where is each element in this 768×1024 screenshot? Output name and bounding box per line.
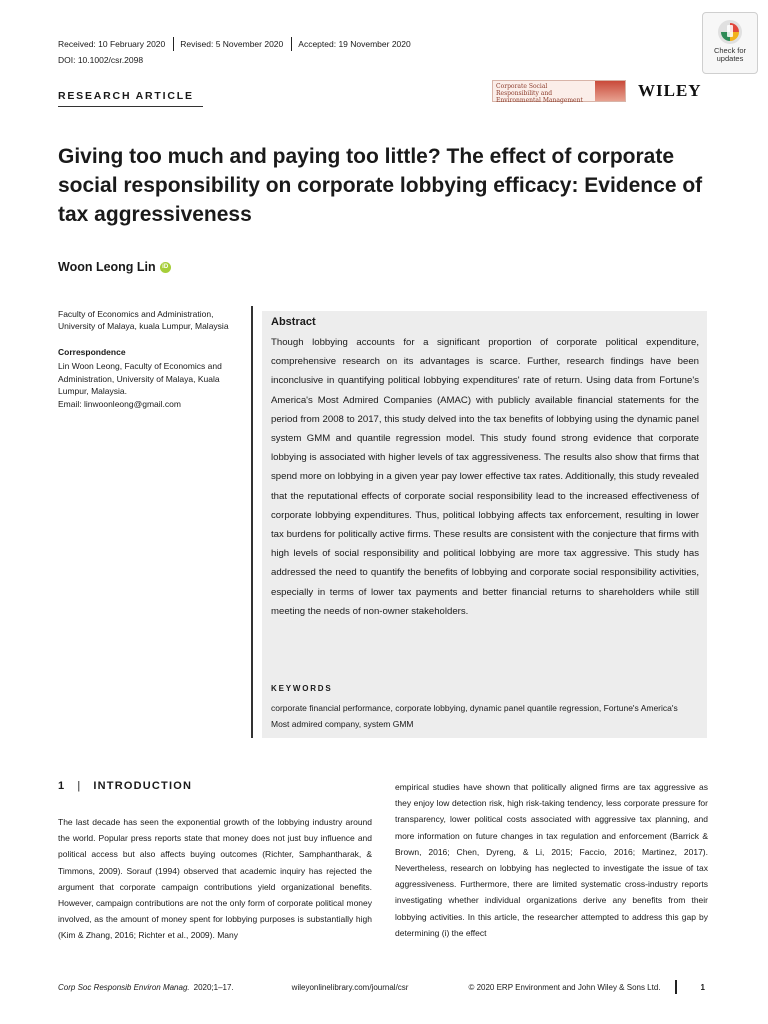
email-link[interactable]: Email: linwoonleong@gmail.com bbox=[58, 398, 181, 409]
abstract-rule bbox=[251, 306, 253, 738]
article-dates bbox=[58, 37, 411, 51]
intro-column-right: empirical studies have shown that politically aligned firms are tax aggressive as they enjoy low detection risk, high risk-taking tendency, less corporate pressure for transparency, lower political costs associated with aggressive tax planning, and more information on future changes in tax regulation and enforcement (Barrick & Brown, 2016; Chen, Dyreng, & Li, 2015; Faccio, 2016; Martinez, 2017). Nevertheless, research on lobbying has neglected to investigate the issue of tax aggressiveness. Furthermore, there are limited systematic cross-industry reports investigating whether individual organizations derive any benefits from their lobbying activities. In this article, the researcher attempted to address this gap by determining (i) the effect bbox=[395, 782, 708, 938]
author-name[interactable]: Woon Leong Lin bbox=[58, 260, 156, 274]
journal-cover-strip bbox=[595, 81, 625, 101]
footer-website[interactable]: wileyonlinelibrary.com/journal/csr bbox=[291, 982, 409, 992]
divider bbox=[173, 37, 174, 51]
check-updates-label: Check for updates bbox=[713, 46, 747, 63]
check-for-updates-button[interactable] bbox=[702, 12, 758, 74]
section-separator: | bbox=[77, 780, 82, 792]
journal-logo-text: Corporate Social Responsibility and Environmental Management bbox=[496, 83, 583, 104]
accepted-date: Accepted: 19 November 2020 bbox=[298, 39, 411, 49]
article-type-label: RESEARCH ARTICLE bbox=[58, 90, 194, 102]
keywords-list: corporate financial performance, corporate lobbying, dynamic panel quantile regression, Fortune's America's Most admired company, system GMM bbox=[271, 703, 678, 729]
publisher-logo[interactable]: WILEY bbox=[638, 81, 702, 100]
check-updates-icon bbox=[717, 19, 743, 45]
correspondence-block bbox=[58, 360, 243, 410]
doi-link[interactable]: DOI: 10.1002/csr.2098 bbox=[58, 55, 144, 65]
footer-copyright: © 2020 ERP Environment and John Wiley & Sons Ltd. bbox=[468, 982, 661, 992]
abstract-heading: Abstract bbox=[271, 316, 316, 328]
correspondence-text: Lin Woon Leong, Faculty of Economics and Administration, University of Malaya, Kuala Lumpur, Malaysia. bbox=[58, 361, 222, 396]
section-heading bbox=[58, 780, 192, 792]
page-number: 1 bbox=[700, 982, 705, 992]
keywords-heading: KEYWORDS bbox=[271, 684, 333, 693]
page-footer bbox=[58, 980, 708, 994]
journal-logo[interactable] bbox=[492, 80, 626, 102]
received-date: Received: 10 February 2020 bbox=[58, 39, 166, 49]
article-type-rule bbox=[58, 106, 203, 107]
author-line bbox=[58, 260, 171, 274]
footer-journal: Corp Soc Responsib Environ Manag. bbox=[58, 982, 190, 992]
footer-citation: 2020;1–17. bbox=[193, 982, 234, 992]
affiliation: Faculty of Economics and Administration, University of Malaya, kuala Lumpur, Malaysia bbox=[58, 309, 229, 331]
intro-column-left: The last decade has seen the exponential growth of the lobbying industry around the world. Popular press reports state that money does not just buy influence and political access but also affects buying outcomes (Richter, Samphantharak, & Timmons, 2009). Sorauf (1994) observed that academic inquiry has rejected the argument that corporate campaign contributions yield organizational benefits. However, campaign contributions are not the only form of corporate political money involved, as the amount of money spent for lobbying purposes is substantially high (Kim & Zhang, 2016; Richter et al., 2009). Many bbox=[58, 817, 372, 941]
orcid-icon[interactable]: iD bbox=[160, 262, 171, 273]
revised-date: Revised: 5 November 2020 bbox=[180, 39, 284, 49]
article-title: Giving too much and paying too little? The effect of corporate social responsibility on corporate lobbying efficacy: Evidence of tax aggressiveness bbox=[58, 145, 703, 226]
footer-divider bbox=[675, 980, 677, 994]
section-title: INTRODUCTION bbox=[93, 780, 193, 792]
correspondence-heading: Correspondence bbox=[58, 347, 126, 357]
section-number: 1 bbox=[58, 780, 66, 792]
abstract-body: Though lobbying accounts for a significant proportion of corporate political expenditure, comprehensive research on its advantages is scarce. Further, research findings have been inconclusive in quantifying political lobbying expenditures' rate of return. Using data from Fortune's America's Most Admired Companies (AMAC) with publicly available financial statements for the period from 2008 to 2017, this study delved into the tax benefits of lobbying using the dynamic panel system GMM and quantile regression model. This study found strong evidence that corporate lobbying is associated with higher levels of tax aggressiveness. The results also show that firms that spend more on lobbying in a given year pay lower effective tax rates. Additionally, this study revealed that the reputational effects of corporate social responsibility lead to the increased effectiveness of corporate lobbying expenditures. Thus, political lobbying affects tax enforcement, resulting in lower tax burdens for politically active firms. These results are consistent with the conjecture that firms with high levels of social responsibility and political lobbying are more tax aggressive. This study has addressed the need to quantify the benefits of lobbying and corporate social responsibility activities, especially in terms of lower tax payments and better financial returns to shareholders while still meeting the needs of non-owner stakeholders. bbox=[271, 337, 699, 617]
divider bbox=[291, 37, 292, 51]
